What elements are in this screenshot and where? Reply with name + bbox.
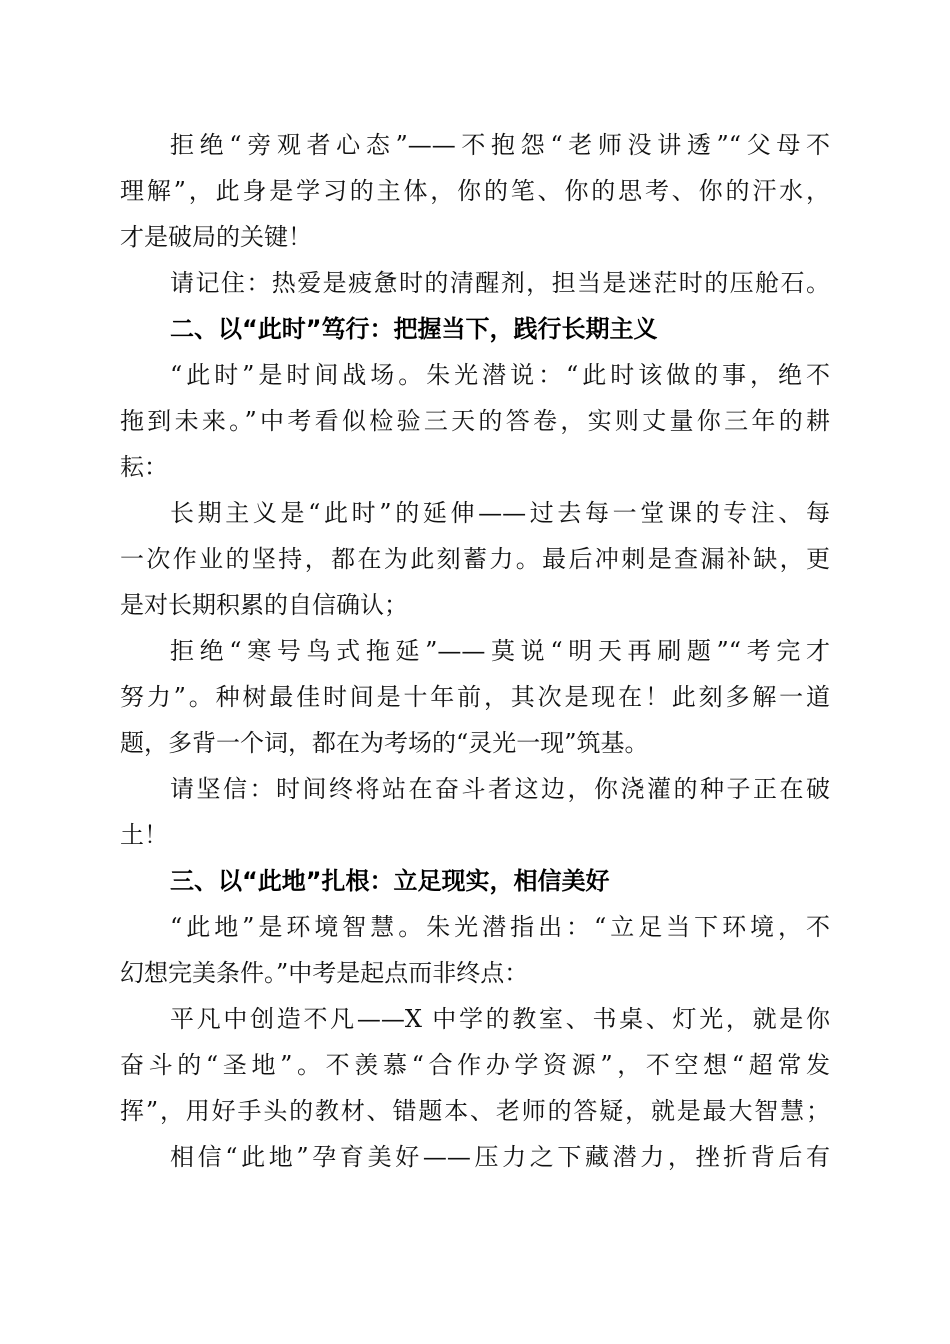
section-heading: 三、以“此地”扎根：立足现实，相信美好 [170, 867, 610, 895]
paragraph-line: 耘： [120, 453, 168, 481]
paragraph-line: 长期主义是“此时”的延伸——过去每一堂课的专注、每 [170, 499, 830, 527]
paragraph-line: “此地”是环境智慧。朱光潜指出：“立足当下环境，不 [170, 913, 830, 941]
paragraph-line: 土！ [120, 821, 168, 849]
paragraph-line: 请记住：热爱是疲惫时的清醒剂，担当是迷茫时的压舱石。 [170, 269, 830, 297]
section-heading: 二、以“此时”笃行：把握当下，践行长期主义 [170, 315, 658, 343]
paragraph-line: “此时”是时间战场。朱光潜说：“此时该做的事，绝不 [170, 361, 830, 389]
paragraph-line: 理解”，此身是学习的主体，你的笔、你的思考、你的汗水， [120, 177, 830, 205]
paragraph-line: 请坚信：时间终将站在奋斗者这边，你浇灌的种子正在破 [170, 775, 830, 803]
paragraph-line: 相信“此地”孕育美好——压力之下藏潜力，挫折背后有 [170, 1143, 830, 1171]
paragraph-line: 拒绝“旁观者心态”——不抱怨“老师没讲透”“父母不 [170, 131, 830, 159]
paragraph-line: 一次作业的坚持，都在为此刻蓄力。最后冲刺是查漏补缺，更 [120, 545, 830, 573]
paragraph-line: 才是破局的关键！ [120, 223, 312, 251]
paragraph-line: 幻想完美条件。”中考是起点而非终点： [120, 959, 529, 987]
paragraph-line: 拒绝“寒号鸟式拖延”——莫说“明天再刷题”“考完才 [170, 637, 830, 665]
paragraph-line: 挥”，用好手头的教材、错题本、老师的答疑，就是最大智慧； [120, 1097, 830, 1125]
paragraph-line: 拖到未来。”中考看似检验三天的答卷，实则丈量你三年的耕 [120, 407, 830, 435]
paragraph-line: 努力”。种树最佳时间是十年前，其次是现在！此刻多解一道 [120, 683, 830, 711]
paragraph-line: 奋斗的“圣地”。不羡慕“合作办学资源”，不空想“超常发 [120, 1051, 830, 1079]
paragraph-line: 是对长期积累的自信确认； [120, 591, 408, 619]
document-body [120, 122, 830, 1180]
paragraph-line: 题，多背一个词，都在为考场的“灵光一现”筑基。 [120, 729, 649, 757]
paragraph-line: 平凡中创造不凡——X 中学的教室、书桌、灯光，就是你 [170, 1005, 830, 1033]
